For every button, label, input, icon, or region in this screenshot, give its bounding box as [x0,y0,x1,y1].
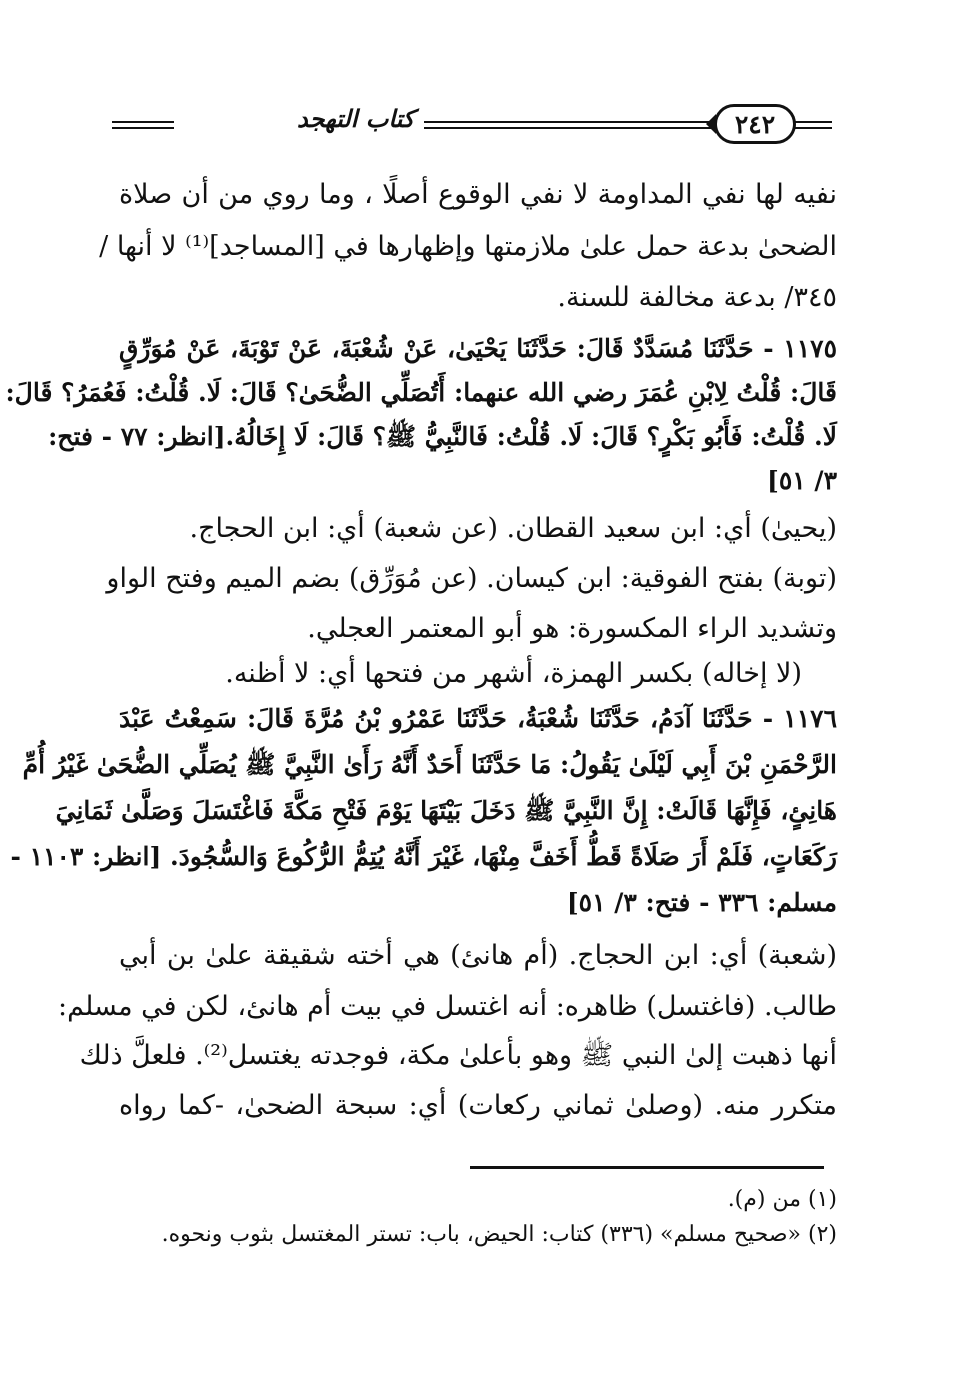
text-line: نفيه لها نفي المداومة لا نفي الوقوع أصلًا ، وما روي من أن صلاة [119,179,837,210]
text-line: (توبة) بفتح الفوقية: ابن كيسان. (عن مُوَرِّق) بضم الميم وفتح الواو [106,563,837,594]
header-rule-left [112,121,174,129]
hadith-line: رَكَعَاتٍ، فَلَمْ أَرَ صَلَاةً قَطُّ أَخَفَّ مِنْهَا، غَيْرَ أَنَّهُ يُتِمُّ الرُّكُوعَ وَالسُّجُودَ. [انظر: ١١٠٣ - [10,842,837,871]
hadith-line: ٣/ ٥١] [767,466,837,495]
hadith-line: قَالَ: قُلْتُ لِابْنِ عُمَرَ رضي الله عنهما: أَتُصَلِّي الضُّحَىٰ؟ قَالَ: لَا. قُلْتُ: فَعُمَرُ؟ قَالَ: [5,378,837,407]
text-line: متكرر منه. (وصلىٰ ثماني ركعات) أي: سبحة الضحىٰ، -كما رواه [119,1090,837,1121]
hadith-line: الرَّحْمَنِ بْنَ أَبِي لَيْلَىٰ يَقُولُ: مَا حَدَّثَنَا أَحَدٌ أَنَّهُ رَأَىٰ النَّبِيَّ ﷺ يُصَلِّي الضُّحَىٰ غَيْرُ أُمِّ [22,750,837,779]
page-header [112,98,832,154]
text-line: طالب. (فاغتسل) ظاهره: أنه اغتسل في بيت أم هانئ، لكن في مسلم: [58,991,837,1022]
hadith-line: ١١٧٦ - حَدَّثَنَا آدَمُ، حَدَّثَنَا شُعْبَةُ، حَدَّثَنَا عَمْرُو بْنُ مُرَّةَ قَالَ: سَمِعْتُ عَبْدَ [119,704,837,733]
footnote-separator [470,1166,824,1169]
text-line: (يحيىٰ) أي: ابن سعيد القطان. (عن شعبة) أي: ابن الحجاج. [189,513,837,544]
text-line: ٣٤٥/ بدعة مخالفة للسنة. [557,282,837,313]
header-rule-right [794,121,832,129]
book-title: كتاب التهجد [297,104,415,133]
text-line: وتشديد الراء المكسورة: هو أبو المعتمر العجلي. [307,613,837,644]
hadith-line: هَانِئٍ، فَإِنَّهَا قَالَتْ: إِنَّ النَّبِيَّ ﷺ دَخَلَ بَيْتَهَا يَوْمَ فَتْحِ مَكَّةَ فَاغْتَسَلَ وَصَلَّىٰ ثَمَانِيَ [55,796,837,825]
text-line: (شعبة) أي: ابن الحجاج. (أم هانئ) هي أخته شقيقة علىٰ بن أبي [119,940,837,971]
footnote: (٢) «صحيح مسلم» (٣٣٦) كتاب: الحيض، باب: تستر المغتسل بثوب ونحوه. [161,1222,837,1247]
hadith-line: ١١٧٥ - حَدَّثَنَا مُسَدَّدٌ قَالَ: حَدَّثَنَا يَحْيَىٰ، عَنْ شُعْبَةَ، عَنْ تَوْبَةَ، عَنْ مُوَرِّقٍ [119,334,837,363]
hadith-line: لَا. قُلْتُ: فَأَبُو بَكْرٍ؟ قَالَ: لَا. قُلْتُ: فَالنَّبِيُّ ﷺ؟ قَالَ: لَا إِخَالُهُ.[انظر: ٧٧ - فتح: [48,422,837,451]
page-number: ٢٤٢ [714,104,796,144]
footnote: (١) من (م). [727,1187,837,1212]
text-line: الضحىٰ بدعة حمل علىٰ ملازمتها وإظهارها في [المساجد]⁽¹⁾ لا أنها / [99,231,837,262]
hadith-line: مسلم: ٣٣٦ - فتح: ٣/ ٥١] [566,888,837,917]
text-line: أنها ذهبت إلىٰ النبي ﷺ وهو بأعلىٰ مكة، فوجدته يغتسل⁽²⁾. فلعلَّ ذلك [79,1040,837,1071]
header-rule-middle [424,121,724,129]
text-line: (لا إخاله) بكسر الهمزة، أشهر من فتحها أي: لا أظنه. [225,658,802,689]
